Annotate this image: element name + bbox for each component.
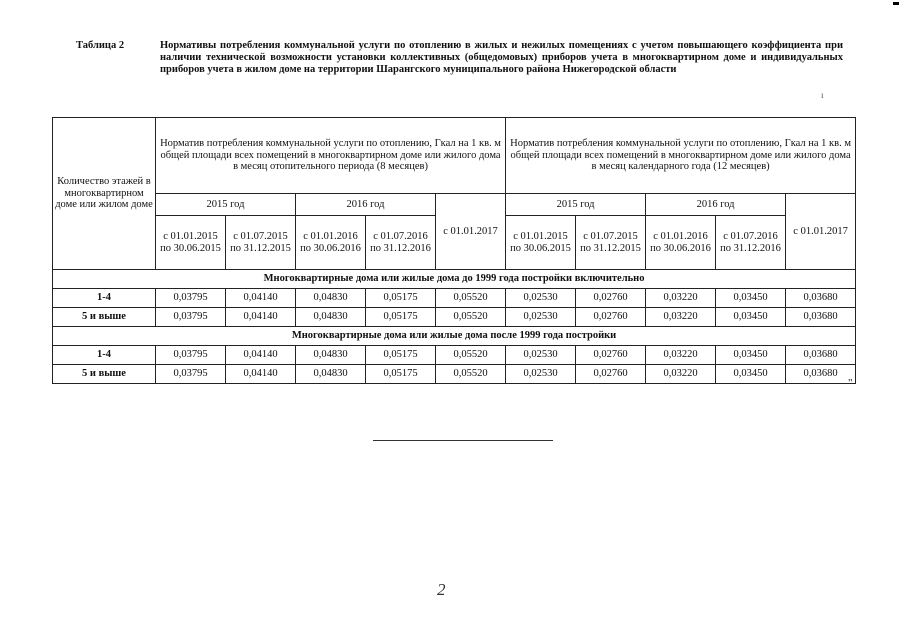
header-period: с 01.07.2016 по 31.12.2016 <box>716 216 786 270</box>
value-cell: 0,03795 <box>156 346 226 365</box>
closing-quote: " <box>848 377 853 389</box>
table-row <box>53 365 856 384</box>
row-label: 1-4 <box>53 289 156 308</box>
value-cell: 0,03220 <box>646 308 716 327</box>
value-cell: 0,05175 <box>366 289 436 308</box>
value-cell: 0,05175 <box>366 346 436 365</box>
header-calendar-year: Норматив потребления коммунальной услуги по отоплению, Гкал на 1 кв. м общей площади всех помещений в многоквартирном доме или жилого дома в месяц календарного года (12 месяцев) <box>506 118 856 194</box>
value-cell: 0,04140 <box>226 346 296 365</box>
value-cell: 0,02760 <box>576 308 646 327</box>
value-cell: 0,02760 <box>576 289 646 308</box>
scan-speck <box>893 2 899 5</box>
header-year-2015: 2015 год <box>506 194 646 216</box>
value-cell: 0,02760 <box>576 346 646 365</box>
header-floors: Количество этажей в многоквартирном доме или жилом доме <box>53 118 156 270</box>
value-cell: 0,05520 <box>436 346 506 365</box>
table-label: Таблица 2 <box>76 40 125 51</box>
header-period: с 01.01.2015 по 30.06.2015 <box>156 216 226 270</box>
value-cell: 0,03795 <box>156 365 226 384</box>
divider-line <box>373 440 553 441</box>
table-title: Нормативы потребления коммунальной услуги по отоплению в жилых и нежилых помещениях с учетом повышающего коэффициента при наличии технической возможности установки коллективных (общедомовых) приборов учета в многоквартирном доме и индивидуальных приборов учета в жилом доме на территории Шарангского муниципального района Нижегородской области <box>160 40 843 75</box>
value-cell: 0,03220 <box>646 289 716 308</box>
value-cell: 0,03450 <box>716 308 786 327</box>
value-cell: 0,04140 <box>226 308 296 327</box>
value-cell: 0,02760 <box>576 365 646 384</box>
value-cell: 0,05520 <box>436 289 506 308</box>
section-title: Многоквартирные дома или жилые дома до 1999 года постройки включительно <box>53 270 856 289</box>
value-cell: 0,02530 <box>506 308 576 327</box>
header-period: с 01.07.2015 по 31.12.2015 <box>576 216 646 270</box>
header-heating-period: Норматив потребления коммунальной услуги по отоплению, Гкал на 1 кв. м общей площади всех помещений в многоквартирном доме или жилого дома в месяц отопительного периода (8 месяцев) <box>156 118 506 194</box>
value-cell: 0,05520 <box>436 308 506 327</box>
value-cell: 0,03680 <box>786 308 856 327</box>
page-number: 2 <box>437 580 446 599</box>
margin-mark: ı <box>821 90 824 100</box>
row-label: 5 и выше <box>53 308 156 327</box>
value-cell: 0,03680 <box>786 365 856 384</box>
row-label: 1-4 <box>53 346 156 365</box>
row-label: 5 и выше <box>53 365 156 384</box>
header-period-2017: с 01.01.2017 <box>786 194 856 270</box>
value-cell: 0,04830 <box>296 346 366 365</box>
header-period: с 01.01.2015 по 30.06.2015 <box>506 216 576 270</box>
value-cell: 0,03795 <box>156 308 226 327</box>
value-cell: 0,03220 <box>646 346 716 365</box>
value-cell: 0,03450 <box>716 365 786 384</box>
value-cell: 0,02530 <box>506 365 576 384</box>
section-title: Многоквартирные дома или жилые дома после 1999 года постройки <box>53 327 856 346</box>
table-row <box>53 346 856 365</box>
header-year-2015: 2015 год <box>156 194 296 216</box>
value-cell: 0,03450 <box>716 289 786 308</box>
norms-table <box>52 117 856 384</box>
header-year-2016: 2016 год <box>646 194 786 216</box>
value-cell: 0,04140 <box>226 289 296 308</box>
header-year-2016: 2016 год <box>296 194 436 216</box>
value-cell: 0,05175 <box>366 365 436 384</box>
table-row <box>53 289 856 308</box>
value-cell: 0,03795 <box>156 289 226 308</box>
value-cell: 0,03220 <box>646 365 716 384</box>
value-cell: 0,05175 <box>366 308 436 327</box>
value-cell: 0,04830 <box>296 365 366 384</box>
value-cell: 0,02530 <box>506 346 576 365</box>
value-cell: 0,03680 <box>786 346 856 365</box>
table-row <box>53 308 856 327</box>
value-cell: 0,03680 <box>786 289 856 308</box>
header-period: с 01.07.2016 по 31.12.2016 <box>366 216 436 270</box>
value-cell: 0,03450 <box>716 346 786 365</box>
header-period: с 01.07.2015 по 31.12.2015 <box>226 216 296 270</box>
value-cell: 0,05520 <box>436 365 506 384</box>
value-cell: 0,04830 <box>296 308 366 327</box>
value-cell: 0,02530 <box>506 289 576 308</box>
value-cell: 0,04830 <box>296 289 366 308</box>
header-period: с 01.01.2016 по 30.06.2016 <box>646 216 716 270</box>
value-cell: 0,04140 <box>226 365 296 384</box>
header-period-2017: с 01.01.2017 <box>436 194 506 270</box>
header-period: с 01.01.2016 по 30.06.2016 <box>296 216 366 270</box>
